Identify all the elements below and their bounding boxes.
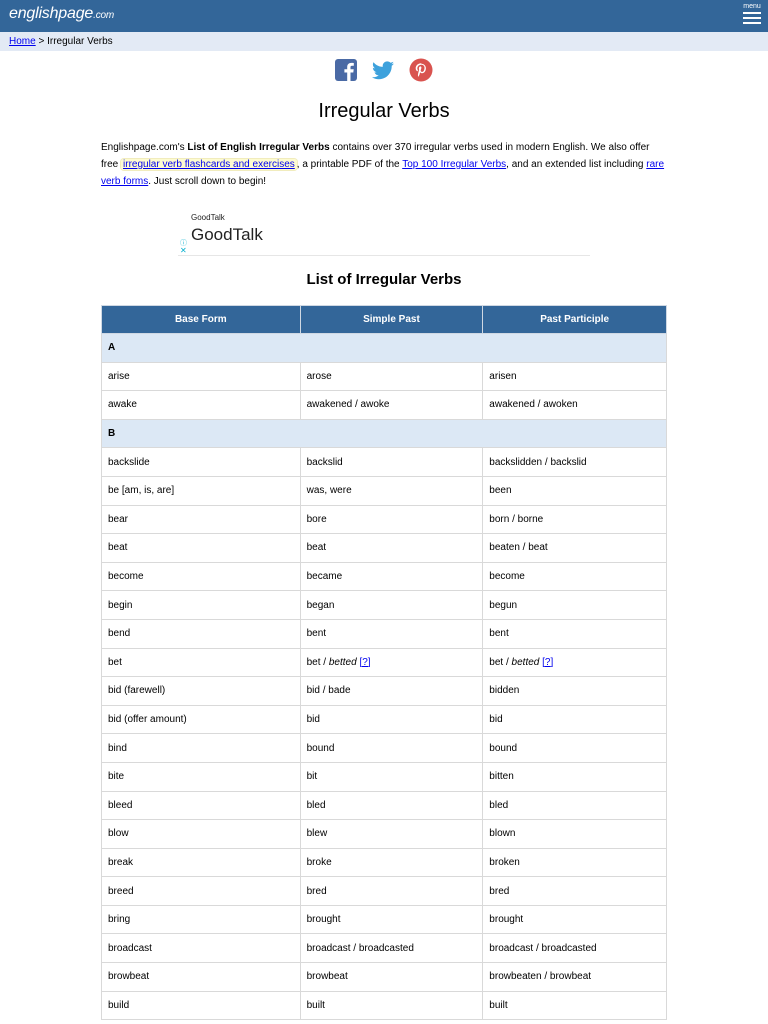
- question-link[interactable]: [?]: [359, 656, 371, 668]
- cell-base-form-text: begin: [108, 599, 133, 611]
- cell-simple-past: [300, 562, 483, 591]
- cell-past-participle-text: broken: [489, 856, 520, 868]
- cell-simple-past-text: bid: [306, 714, 320, 726]
- cell-simple-past: [300, 820, 483, 849]
- cell-simple-past: [300, 362, 483, 391]
- cell-past-participle-text: blown: [489, 828, 516, 840]
- cell-base-form-text: awake: [108, 399, 137, 411]
- section-letter: B: [102, 419, 667, 448]
- table-row: [102, 476, 667, 505]
- cell-past-participle-text: bid: [489, 714, 503, 726]
- cell-simple-past: [300, 905, 483, 934]
- cell-past-participle-text: bound: [489, 742, 518, 754]
- info-icon[interactable]: ⓘ: [180, 240, 187, 247]
- cell-simple-past: [300, 991, 483, 1020]
- table-row: [102, 591, 667, 620]
- cell-base-form-text: break: [108, 856, 134, 868]
- cell-simple-past: [300, 619, 483, 648]
- cell-past-participle: [483, 534, 667, 563]
- cell-base-form: [102, 505, 301, 534]
- breadcrumb-bar: [0, 32, 768, 51]
- cell-past-participle: [483, 820, 667, 849]
- cell-past-participle-text: been: [489, 485, 512, 497]
- cell-simple-past: [300, 448, 483, 477]
- list-title: List of Irregular Verbs: [306, 271, 462, 288]
- cell-simple-past-text: was, were: [306, 485, 352, 497]
- cell-simple-past-text: arose: [306, 370, 332, 382]
- cell-past-participle-text: backslidden / backslid: [489, 456, 587, 468]
- table-row: [102, 677, 667, 706]
- cell-base-form: [102, 562, 301, 591]
- cell-past-participle: [483, 877, 667, 906]
- cell-base-form: [102, 820, 301, 849]
- table-row: [102, 905, 667, 934]
- cell-past-participle: [483, 677, 667, 706]
- cell-simple-past-italic: betted: [328, 656, 357, 668]
- cell-simple-past: [300, 391, 483, 420]
- logo-domain: .com: [93, 10, 114, 21]
- cell-base-form: [102, 848, 301, 877]
- cell-simple-past: [300, 476, 483, 505]
- cell-past-participle-text: bled: [489, 799, 509, 811]
- cell-simple-past: [300, 791, 483, 820]
- cell-simple-past-text: bet /: [306, 656, 329, 668]
- table-row: [102, 391, 667, 420]
- cell-simple-past-text: broke: [306, 856, 332, 868]
- intro-text: , and an extended list including: [506, 158, 647, 170]
- cell-base-form-text: bear: [108, 513, 129, 525]
- breadcrumb-home-link[interactable]: Home: [9, 36, 36, 47]
- table-row: [102, 448, 667, 477]
- cell-past-participle-text: built: [489, 999, 508, 1011]
- column-header-simple-past: Simple Past: [300, 306, 483, 334]
- cell-past-participle: [483, 791, 667, 820]
- intro-text: Englishpage.com's: [101, 142, 188, 153]
- cell-past-participle-text: broadcast / broadcasted: [489, 942, 597, 954]
- cell-past-participle: [483, 362, 667, 391]
- menu-label: menu: [743, 3, 761, 10]
- cell-past-participle: [483, 734, 667, 763]
- hamburger-icon-line: [743, 17, 761, 19]
- table-row: [102, 848, 667, 877]
- cell-simple-past-text: began: [306, 599, 335, 611]
- table-row: [102, 534, 667, 563]
- cell-base-form: [102, 534, 301, 563]
- cell-past-participle-text: awakened / awoken: [489, 399, 578, 411]
- cell-base-form: [102, 934, 301, 963]
- cell-base-form-text: be [am, is, are]: [108, 485, 175, 497]
- cell-simple-past-text: blew: [306, 828, 328, 840]
- flashcards-link[interactable]: irregular verb flashcards and exercises: [123, 158, 295, 170]
- cell-base-form-text: build: [108, 999, 130, 1011]
- cell-past-participle-text: become: [489, 571, 525, 583]
- cell-base-form: [102, 391, 301, 420]
- cell-past-participle: [483, 562, 667, 591]
- cell-base-form: [102, 648, 301, 677]
- cell-base-form-text: broadcast: [108, 942, 152, 954]
- cell-past-participle: [483, 991, 667, 1020]
- cell-base-form-text: bring: [108, 914, 131, 926]
- cell-base-form: [102, 734, 301, 763]
- page-title: Irregular Verbs: [318, 100, 450, 122]
- cell-simple-past: [300, 648, 483, 677]
- hamburger-icon: [743, 12, 761, 14]
- close-icon[interactable]: ✕: [180, 246, 187, 255]
- section-letter: A: [102, 334, 667, 363]
- cell-base-form-text: backslide: [108, 456, 150, 468]
- cell-past-participle: [483, 848, 667, 877]
- cell-past-participle-text: bitten: [489, 771, 514, 783]
- question-link[interactable]: [?]: [542, 656, 554, 668]
- table-row: [102, 362, 667, 391]
- cell-simple-past-text: brought: [306, 914, 341, 926]
- social-share-bar: [0, 58, 768, 82]
- table-row: [102, 791, 667, 820]
- cell-past-participle: [483, 448, 667, 477]
- menu-button[interactable]: [743, 3, 761, 27]
- cell-simple-past: [300, 762, 483, 791]
- cell-base-form-text: beat: [108, 542, 128, 554]
- letter-section-row: [102, 334, 667, 363]
- cell-past-participle: [483, 963, 667, 992]
- intro-text: contains over 370 irregular verbs used in modern English. We also offer free: [101, 142, 650, 170]
- table-row: [102, 505, 667, 534]
- cell-simple-past-text: bound: [306, 742, 335, 754]
- cell-base-form-text: bend: [108, 628, 131, 640]
- cell-past-participle-text: born / borne: [489, 513, 544, 525]
- facebook-icon[interactable]: [334, 58, 358, 82]
- cell-simple-past-text: bent: [306, 628, 327, 640]
- rare-verb-forms-link[interactable]: rare verb forms: [101, 158, 665, 187]
- hamburger-icon-line: [743, 22, 761, 24]
- cell-simple-past-text: became: [306, 571, 343, 583]
- table-header-row: [102, 306, 667, 334]
- cell-base-form-text: bid (farewell): [108, 685, 166, 697]
- ad-advertiser-name[interactable]: GoodTalk: [191, 225, 263, 244]
- table-row: [102, 762, 667, 791]
- breadcrumb-separator: >: [35, 36, 48, 47]
- cell-simple-past: [300, 534, 483, 563]
- cell-past-participle-text: bred: [489, 885, 510, 897]
- cell-base-form-text: breed: [108, 885, 134, 897]
- logo-main: englishpage: [9, 5, 94, 22]
- cell-base-form-text: blow: [108, 828, 129, 840]
- cell-base-form: [102, 476, 301, 505]
- cell-base-form: [102, 362, 301, 391]
- cell-past-participle: [483, 934, 667, 963]
- cell-past-participle-text: brought: [489, 914, 524, 926]
- cell-past-participle-text: beaten / beat: [489, 542, 548, 554]
- cell-past-participle: [483, 648, 667, 677]
- cell-base-form: [102, 791, 301, 820]
- cell-simple-past: [300, 705, 483, 734]
- cell-past-participle-text: bidden: [489, 685, 520, 697]
- table-row: [102, 705, 667, 734]
- cell-simple-past: [300, 934, 483, 963]
- cell-past-participle-text: begun: [489, 599, 518, 611]
- column-header-base: Base Form: [102, 306, 301, 334]
- cell-simple-past-text: browbeat: [306, 971, 348, 983]
- cell-past-participle-text: browbeaten / browbeat: [489, 971, 592, 983]
- table-row: [102, 619, 667, 648]
- cell-base-form: [102, 877, 301, 906]
- cell-simple-past-text: beat: [306, 542, 327, 554]
- cell-past-participle: [483, 476, 667, 505]
- cell-simple-past-text: bred: [306, 885, 327, 897]
- cell-base-form: [102, 963, 301, 992]
- cell-base-form-text: bite: [108, 771, 125, 783]
- cell-simple-past-text: awakened / awoke: [306, 399, 390, 411]
- intro-paragraph: [101, 140, 668, 190]
- cell-base-form: [102, 591, 301, 620]
- cell-base-form-text: become: [108, 571, 144, 583]
- cell-base-form-text: bind: [108, 742, 127, 754]
- cell-past-participle: [483, 591, 667, 620]
- twitter-icon[interactable]: [371, 58, 395, 82]
- cell-past-participle: [483, 391, 667, 420]
- table-row: [102, 562, 667, 591]
- cell-base-form-text: browbeat: [108, 971, 150, 983]
- cell-past-participle-text: bent: [489, 628, 509, 640]
- cell-simple-past-text: backslid: [306, 456, 343, 468]
- letter-section-row: [102, 419, 667, 448]
- cell-simple-past-text: bid / bade: [306, 685, 351, 697]
- cell-past-participle: [483, 762, 667, 791]
- cell-past-participle-italic: betted: [511, 656, 540, 668]
- intro-text: . Just scroll down to begin!: [148, 175, 267, 187]
- cell-past-participle: [483, 705, 667, 734]
- cell-base-form-text: bid (offer amount): [108, 714, 187, 726]
- cell-base-form-text: bet: [108, 656, 122, 668]
- cell-simple-past: [300, 734, 483, 763]
- cell-base-form-text: arise: [108, 370, 130, 382]
- cell-simple-past: [300, 505, 483, 534]
- cell-simple-past: [300, 848, 483, 877]
- cell-past-participle-text: bet /: [489, 656, 512, 668]
- cell-simple-past: [300, 963, 483, 992]
- table-row: [102, 934, 667, 963]
- cell-past-participle: [483, 619, 667, 648]
- cell-past-participle-text: arisen: [489, 370, 517, 382]
- intro-bold-text: List of English Irregular Verbs: [187, 142, 330, 153]
- cell-simple-past-text: broadcast / broadcasted: [306, 942, 414, 954]
- top-bar: [0, 0, 768, 32]
- top-100-link[interactable]: Top 100 Irregular Verbs: [402, 158, 507, 170]
- table-row: [102, 820, 667, 849]
- cell-past-participle: [483, 905, 667, 934]
- table-row: [102, 648, 667, 677]
- cell-simple-past-text: bore: [306, 513, 327, 525]
- breadcrumb: [9, 36, 113, 47]
- cell-base-form: [102, 991, 301, 1020]
- cell-base-form: [102, 905, 301, 934]
- irregular-verbs-table: [101, 305, 667, 1020]
- cell-simple-past: [300, 677, 483, 706]
- table-row: [102, 991, 667, 1020]
- cell-base-form: [102, 762, 301, 791]
- breadcrumb-current: Irregular Verbs: [47, 36, 113, 47]
- cell-base-form: [102, 705, 301, 734]
- cell-base-form: [102, 677, 301, 706]
- cell-simple-past-text: bit: [306, 771, 318, 783]
- intro-text: , a printable PDF of the: [296, 158, 403, 170]
- column-header-past-participle: Past Participle: [483, 306, 667, 334]
- cell-base-form: [102, 448, 301, 477]
- advertisement[interactable]: [178, 208, 590, 256]
- cell-simple-past: [300, 877, 483, 906]
- table-row: [102, 734, 667, 763]
- cell-simple-past-text: bled: [306, 799, 326, 811]
- table-row: [102, 963, 667, 992]
- cell-base-form: [102, 619, 301, 648]
- cell-base-form-text: bleed: [108, 799, 133, 811]
- cell-simple-past: [300, 591, 483, 620]
- ad-advertiser-small: GoodTalk: [191, 213, 225, 222]
- pinterest-icon[interactable]: [409, 58, 433, 82]
- cell-simple-past-text: built: [306, 999, 325, 1011]
- cell-past-participle: [483, 505, 667, 534]
- table-row: [102, 877, 667, 906]
- site-logo[interactable]: [9, 5, 114, 23]
